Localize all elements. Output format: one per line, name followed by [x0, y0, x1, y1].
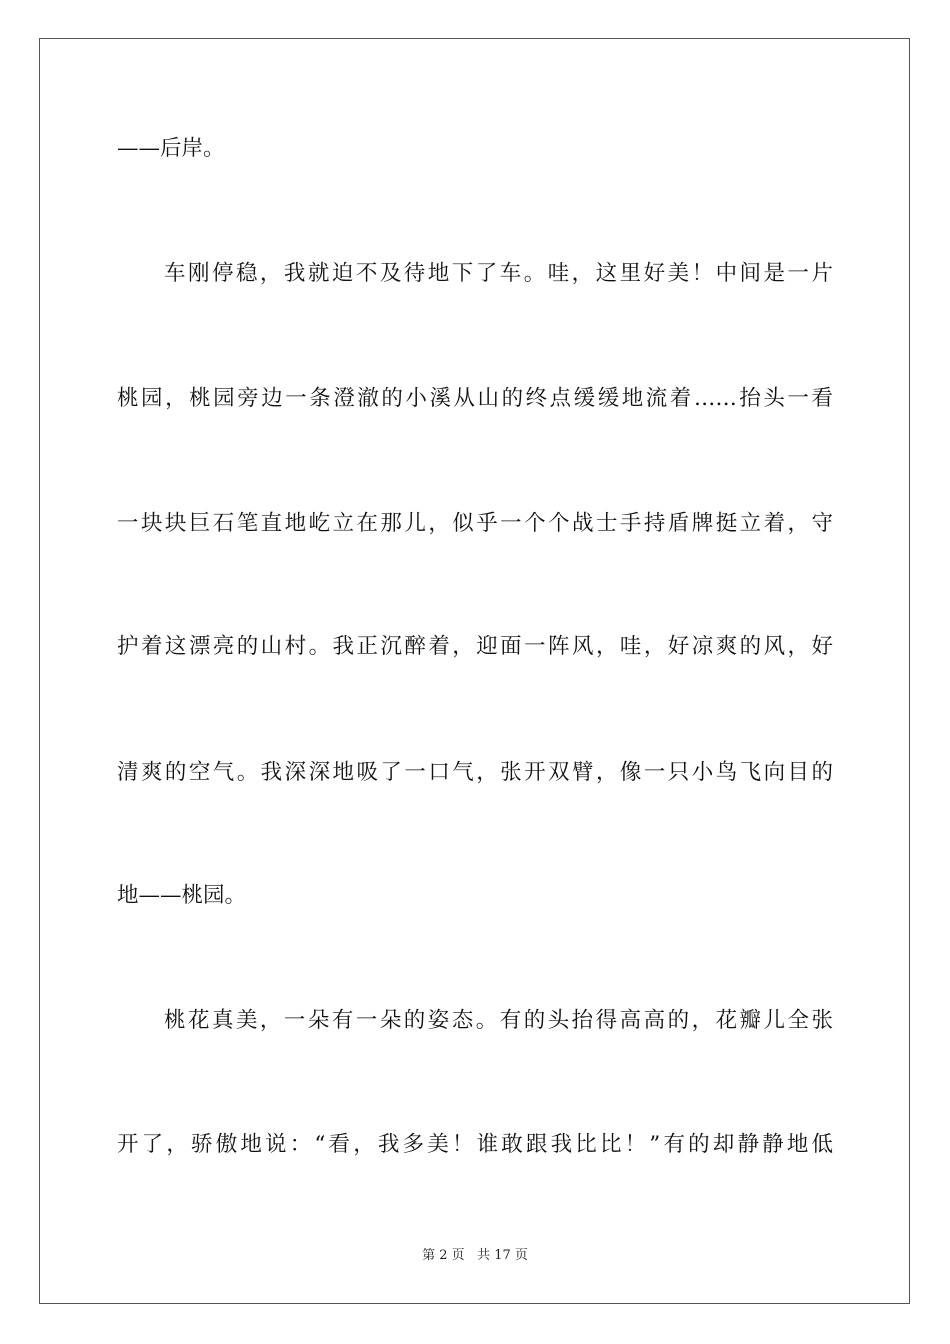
page-border: [39, 38, 910, 1304]
text-line: 护着这漂亮的山村。我正沉醉着，迎面一阵风，哇，好凉爽的风，好: [117, 634, 833, 659]
text-line: 桃园，桃园旁边一条澄澈的小溪从山的终点缓缓地流着……抬头一看: [117, 386, 833, 411]
page-number-footer: 第 2 页 共 17 页: [422, 1248, 528, 1263]
text-line: 清爽的空气。我深深地吸了一口气，张开双臂，像一只小鸟飞向目的: [117, 760, 833, 785]
paragraph-first-line: 车刚停稳，我就迫不及待地下了车。哇，这里好美！中间是一片: [164, 261, 833, 286]
text-line: 一块块巨石笔直地屹立在那儿，似乎一个个战士手持盾牌挺立着，守: [117, 511, 833, 536]
text-line: ——后岸。: [117, 136, 225, 161]
paragraph-first-line: 桃花真美，一朵有一朵的姿态。有的头抬得高高的，花瓣儿全张: [164, 1008, 833, 1033]
text-line: 开了，骄傲地说：“看，我多美！谁敢跟我比比！”有的却静静地低: [117, 1132, 833, 1157]
text-line: 地——桃园。: [117, 883, 247, 908]
